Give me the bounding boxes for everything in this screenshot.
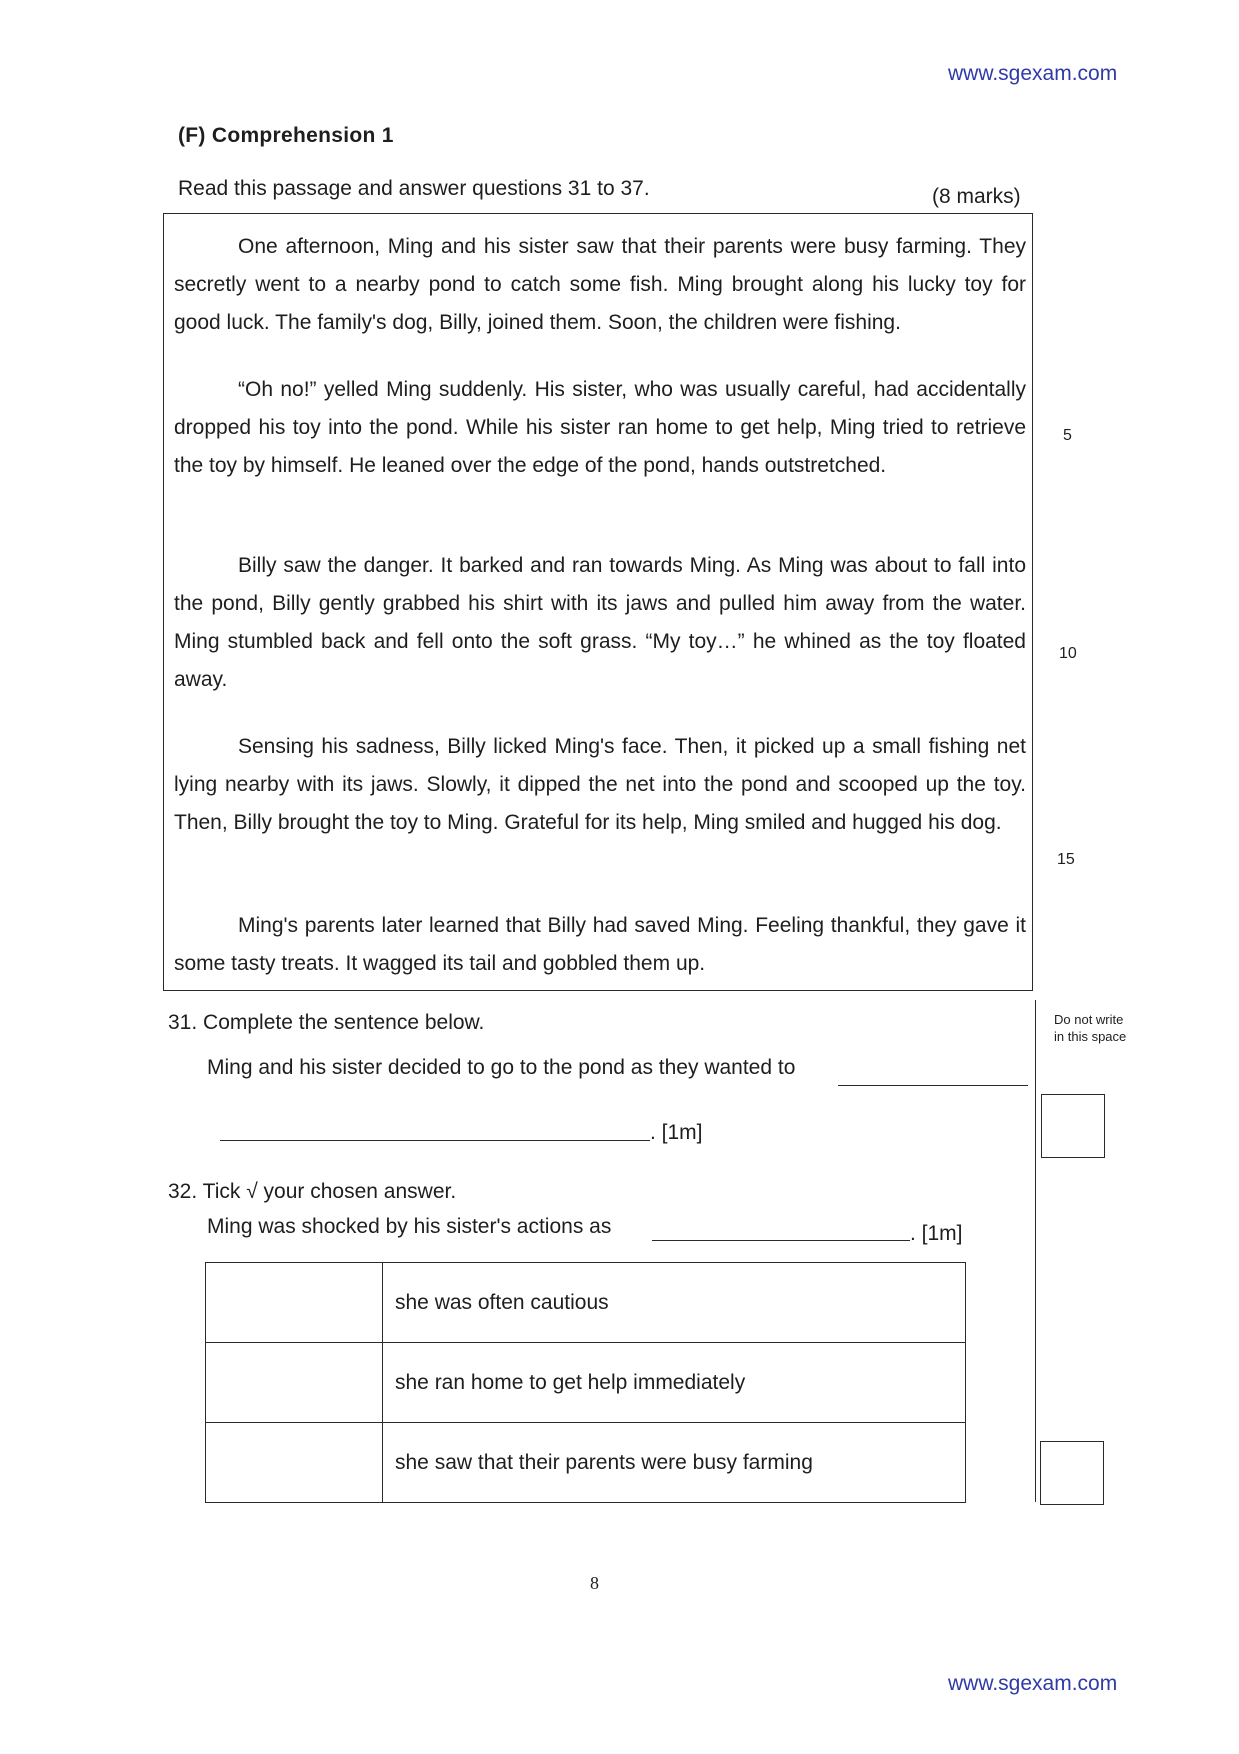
tick-box[interactable] <box>206 1343 383 1423</box>
passage-paragraph: “Oh no!” yelled Ming suddenly. His sister, who was usually careful, had accidentally dropped his toy into the pond. While his sister ran home to get help, Ming tried to retrieve the toy by himself. He leaned over the edge of the pond, hands outstretched. <box>174 378 1026 477</box>
line-number: 10 <box>1059 645 1077 662</box>
q31-answer-line[interactable] <box>220 1140 650 1141</box>
option-text: she saw that their parents were busy farming <box>383 1423 966 1503</box>
q32-score-box <box>1040 1441 1104 1505</box>
page-number: 8 <box>590 1573 599 1593</box>
q31-instruction: 31. Complete the sentence below. <box>168 1011 485 1034</box>
section-title: (F) Comprehension 1 <box>178 124 394 147</box>
q32-answer-line <box>652 1240 910 1241</box>
line-number: 15 <box>1057 851 1075 868</box>
q32-marks: . [1m] <box>910 1222 963 1245</box>
tick-box[interactable] <box>206 1423 383 1503</box>
q32-option-row <box>206 1343 966 1423</box>
q32-instruction: 32. Tick √ your chosen answer. <box>168 1180 457 1203</box>
passage-box <box>163 213 1033 991</box>
passage-paragraph: Ming's parents later learned that Billy had saved Ming. Feeling thankful, they gave it some tasty treats. It wagged its tail and gobbled them up. <box>174 914 1026 975</box>
option-text: she ran home to get help immediately <box>383 1343 966 1423</box>
margin-note: Do not write in this space <box>1054 1012 1127 1044</box>
q31-marks: . [1m] <box>650 1121 703 1144</box>
header-website: www.sgexam.com <box>948 62 1118 85</box>
q32-sentence: Ming was shocked by his sister's actions as <box>207 1215 612 1238</box>
instructions-marks: (8 marks) <box>932 185 1021 208</box>
footer-website: www.sgexam.com <box>948 1672 1118 1695</box>
margin-divider <box>1035 1000 1036 1502</box>
passage-paragraph: One afternoon, Ming and his sister saw that their parents were busy farming. They secretly went to a nearby pond to catch some fish. Ming brought along his lucky toy for good luck. The family's dog, Billy, joined them. Soon, the children were fishing. <box>174 235 1026 334</box>
q31-sentence: Ming and his sister decided to go to the pond as they wanted to <box>207 1056 796 1079</box>
q32-option-row <box>206 1423 966 1503</box>
q31-score-box <box>1041 1094 1105 1158</box>
q32-option-row <box>206 1263 966 1343</box>
q31-answer-line[interactable] <box>838 1085 1028 1086</box>
tick-box[interactable] <box>206 1263 383 1343</box>
passage-paragraph: Billy saw the danger. It barked and ran towards Ming. As Ming was about to fall into the pond, Billy gently grabbed his shirt with its jaws and pulled him away from the water. Ming stumbled back and fell onto the soft grass. “My toy…” he whined as the toy floated away. <box>174 554 1026 691</box>
line-number: 5 <box>1063 427 1072 444</box>
option-text: she was often cautious <box>383 1263 966 1343</box>
instructions-text: Read this passage and answer questions 31 to 37. <box>178 177 650 200</box>
q32-options-table <box>205 1262 966 1503</box>
passage-paragraph: Sensing his sadness, Billy licked Ming's face. Then, it picked up a small fishing net lying nearby with its jaws. Slowly, it dipped the net into the pond and scooped up the toy. Then, Billy brought the toy to Ming. Grateful for its help, Ming smiled and hugged his dog. <box>174 735 1026 834</box>
